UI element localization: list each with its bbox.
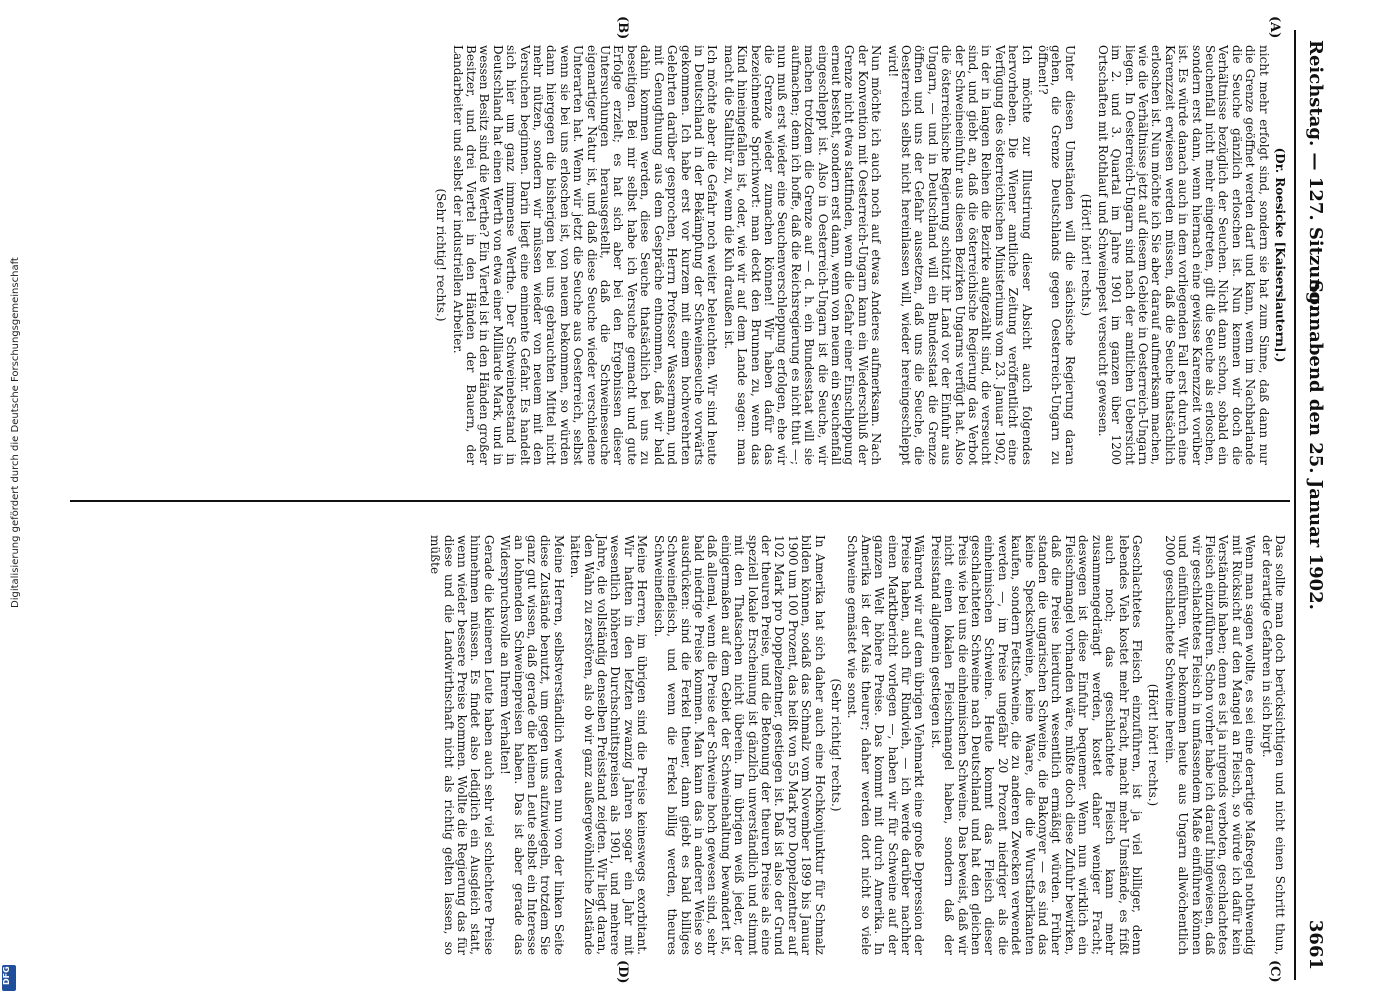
paragraph: Wenn man sagen wollte, es sei eine derartige Maßregel nothwendig mit Rücksicht auf den Mangel an Fleisch, so würde ich dafür kein Verständniß haben; denn es ist ja nirgends verboten, geschlachtetes Fleisch einzuführen. Schon vorher habe ich darauf hingewiesen, daß wir geschlachtetes Fleisch in umfassendem Maße einführen können und einführen. Wir bekommen heute aus Ungarn allwöchentlich 2000 geschlachtete Schweine herein. [1162, 535, 1258, 955]
margin-marker-a: (A) [1267, 16, 1282, 39]
interjection: (Sehr richtig! rechts.) [434, 188, 449, 322]
interjection: (Hört! hört! rechts.) [1146, 683, 1161, 807]
paragraph: Nun möchte ich auch noch auf etwas Anderes aufmerksam. Nach der Konvention mit Oesterreich-Ungarn kann ein Wiederschluß der Grenze nicht etwa stattfinden, wenn die Gefahr einer Einschleppung erneut besteht, sondern erst dann, wenn von neuem ein Seuchenfall eingeschleppt ist. Also in Oesterreich-Ungarn ist die Seuche, wir machen trotzdem die Grenze auf — d. h. ein Bundesstaat will sie aufmachen; denn ich hoffe, daß die Reichsregierung es nicht thut —; nun muß erst wieder eine Seuchenverschleppung erfolgen, ehe wir die Grenze wieder zumachen können! Wir haben dafür das bezeichnende Sprichwort: man deckt den Brunnen zu, wenn das Kind hineingefallen ist, oder, wie wir auf dem Lande sagen: man macht die Stallthür zu, wenn die Kuh draußen ist. [721, 45, 884, 465]
paragraph: nicht mehr erfolgt sind, sondern sie hat zum Sinne, daß dann nur die Grenze geöffnet werden darf und kann, wenn im Nachbarlande die Seuche gänzlich erloschen ist. Nun kennen wir doch die Verhältnisse bezüglich der Seuchen. Nicht dann schon, sobald ein Seuchenfall nicht mehr eingetreten, gilt die Seuche als erloschen, sondern erst dann, wenn hiernach eine gewisse Karenzzeit vorüber ist. Es würde danach auch in dem vorliegenden Fall erst durch eine Karenzzeit erwiesen werden müssen, daß die Seuche thatsächlich erloschen ist. Nun möchte ich Sie aber darauf aufmerksam machen, wie die Verhältnisse jetzt auf diesem Gebiete in Oesterreich-Ungarn liegen. In Oesterreich-Ungarn sind nach der amtlichen Uebersicht im 2. und 3. Quartal im Jahre 1901 im ganzen über 1200 Ortschaften mit Rothlauf und Schweinepest verseucht gewesen. [1095, 45, 1271, 465]
header-date: Sonnabend den 25. Januar 1902. [1305, 280, 1326, 610]
interjection: (Sehr richtig! rechts.) [829, 678, 843, 812]
paragraph: Gerade die kleineren Leute haben auch sehr viel schlechtere Preise hinnehmen müssen. Es findet also lediglich ein Ausgleich statt, wenn wieder bessere Preise kommen. Wollte die Regierung das für diese und die Landwirthschaft nicht als richtig gelten lassen, so müßte [428, 535, 496, 955]
paragraph: Meine Herren, im übrigen sind die Preise keineswegs exorbitant. Wir hatten in den letzten zwanzig Jahren sogar ein Jahr mit wesentlich höheren Durchschnittspreisen als 1901, und mehrere Jahre, die vollständig denselben Preisstand zeigten. Wir liegt daran, den Wahn zu zerstören, als ob wir ganz außergewöhnliche Zustände hätten. [568, 535, 650, 955]
paragraph: Ich möchte zur Illustrirung dieser Absicht auch folgendes hervorheben. Die Wiener amtliche Zeitung veröffentlicht eine Verfügung des österreichischen Ministeriums vom 23. Januar 1902, in der in langen Reihen die Bezirke aufgezählt sind, die verseucht sind, und giebt an, daß die österreichische Regierung das Verbot der Schweineeinfuhr aus diesen Bezirken Ungarns verfügt hat. Also die österreichische Regierung schützt ihr Land vor der Einfuhr aus Ungarn, — und in Deutschland will ein Bundesstaat die Grenze öffnen und uns der Gefahr aussetzen, daß uns die Seuche, die Oesterreich selbst nicht hereinlassen will, wieder hereingeschleppt wird! [885, 45, 1034, 465]
paragraph: Geschlachtetes Fleisch einzuführen, ist ja viel billiger, denn lebendes Vieh kostet mehr Fracht, macht mehr Umstände, es frißt auch noch; das geschlachtete Fleisch kann mehr zusammengedrängt werden, kostet daher weniger Fracht; deswegen ist diese Einfuhr bequemer. Wenn nun wirklich ein Fleischmangel vorhanden wäre, müßte doch diese Zufuhr bewirken, daß die Preise hierdurch wesentlich ermäßigt würden. Früher standen die ungarischen Schweine, die Bakonyer — es sind das keine Speckschweine, keine Waare, die die Wurstfabrikanten kaufen, sondern Fettschweine, die zu anderen Zwecken verwendet werden —, im Preise ungefähr 20 Prozent niedriger als die einheimischen Schweine. Heute kommt das Fleisch dieser geschlachteten Schweine nach Deutschland und hat den gleichen Preis wie bei uns die einheimischen Schweine. Das beweist, daß wir nicht einen lokalen Fleischmangel haben, sondern daß der Preisstand allgemein gestiegen ist. [928, 535, 1144, 955]
right-column [425, 535, 1286, 955]
paragraph: Während wir auf dem übrigen Viehmarkt eine große Depression der Preise haben, auch für Rindvieh, — ich werde darüber nachher einen Marktbericht vorlegen —, haben wir für Schweine auf der ganzen Welt höhere Preise. Das kommt mit durch Amerika. In Amerika ist der Mais theurer; daher werden dort nicht so viele Schweine gemästet wie sonst. [845, 535, 927, 955]
paragraph: In Amerika hat sich daher auch eine Hochkonjunktur für Schmalz bilden können, sodaß das Schmalz vom November 1899 bis Januar 1900 um 100 Prozent, das heißt von 55 Mark pro Doppelzentner auf 102 Mark pro Doppelzentner, gestiegen ist. Daß ist also der Grund der theuren Preise, und die Betonung der theuren Preise als eine speziell lokale Erscheinung ist gänzlich unverständlich und stimmt mit den Thatsachen nicht überein. Im übrigen weiß jeder, der einigermaßen auf dem Gebiet der Schweinehaltung bewandert ist, daß allemal, wenn die Preise der Schweine hoch gewesen sind, sehr bald niedrige Preise kommen. Man kann das in anderer Weise so ausdrücken: sind die Ferkel theuer, dann giebt es bald billiges Schweinefleisch, und wenn die Ferkel billig werden, theures Schweinefleisch. [651, 535, 827, 955]
dfg-logo [2, 965, 16, 991]
margin-marker-d: (D) [615, 960, 630, 984]
page-content [60, 16, 1330, 984]
paragraph: Das sollte man doch berücksichtigen und nicht einen Schritt thun, der derartige Gefahren in sich birgt. [1259, 535, 1287, 955]
paragraph: Meine Herren, selbstverständlich werden nun von der linken Seite diese Zustände benutzt, um gegen uns aufzuwiegeln, trotzdem Sie ganz gut wissen, daß gerade die kleinen Leute selbst ein Interesse an lohnenden Schweinepreisen haben. Das ist aber gerade das Widerspruchsvolle an Ihrem Verhalten! [498, 535, 566, 955]
digitization-credit [10, 257, 21, 609]
digitization-strip [0, 0, 40, 1000]
column-divider [70, 500, 1290, 502]
header-page-number: 3661 [1305, 919, 1326, 970]
paragraph: Ich möchte aber die Gefahr noch weiter beleuchten. Wir sind heute in Deutschland in der Bekämpfung der Schweineseuche vorwärts gekommen. Ich habe erst vor kurzem mit einem hochverehrten Gelehrten darüber gesprochen, Herrn Professor Wassermann, und mit Genugthuung aus dem Gespräche entnommen, daß wir bald dahin kommen werden, diese Seuche thatsächlich bei uns zu beseitigen. Bei mir selbst habe ich Versuche gemacht und gute Erfolge erzielt; es hat sich aber bei den Ergebnissen dieser Untersuchungen herausgestellt, daß die Schweineseuche eigenartiger Natur ist, und daß diese Seuche wieder verschiedene Unterarten hat. Wenn wir jetzt die Seuche aus Oesterreich, selbst wenn sie bei uns erloschen ist, von neuem bekommen, so würden dann hiergegen die bisherigen bei uns gebrauchten Mittel nicht mehr nützen, sondern wir müssen wieder von neuem mit den Versuchen beginnen. Darin liegt eine eminente Gefahr. Es handelt sich hier um ganz immense Werthe. Der Schweinebestand in Deutschland hat einen Werth von etwa einer Milliarde Mark, und in wessen Besitz sind die Werthe? Ein Viertel ist in den Händen großer Besitzer, und drei Viertel in den Händen der Bauern, der Landarbeiter und selbst der industriellen Arbeiter. [450, 45, 720, 465]
digitization-credit-text: Digitalisierung gefördert durch die Deutsche Forschungsgemeinschaft [10, 257, 21, 608]
paragraph: Unter diesen Umständen will die sächsische Regierung daran gehen, die Grenze Deutschlands gegen Oesterreich-Ungarn zu öffnen!? [1036, 45, 1077, 465]
scanned-page [60, 16, 1330, 984]
margin-marker-b: (B) [615, 16, 630, 40]
speaker-line: (Dr. Roesicke [Kaiserslautern].) [1273, 147, 1287, 363]
running-header [1294, 30, 1330, 980]
margin-marker-c: (C) [1267, 960, 1282, 983]
left-column [431, 45, 1286, 465]
dfg-logo-text: DFG [2, 966, 11, 985]
interjection: (Hört! hört! rechts.) [1079, 193, 1094, 317]
header-session: Reichstag. — 127. Sitzung. [1305, 40, 1326, 311]
